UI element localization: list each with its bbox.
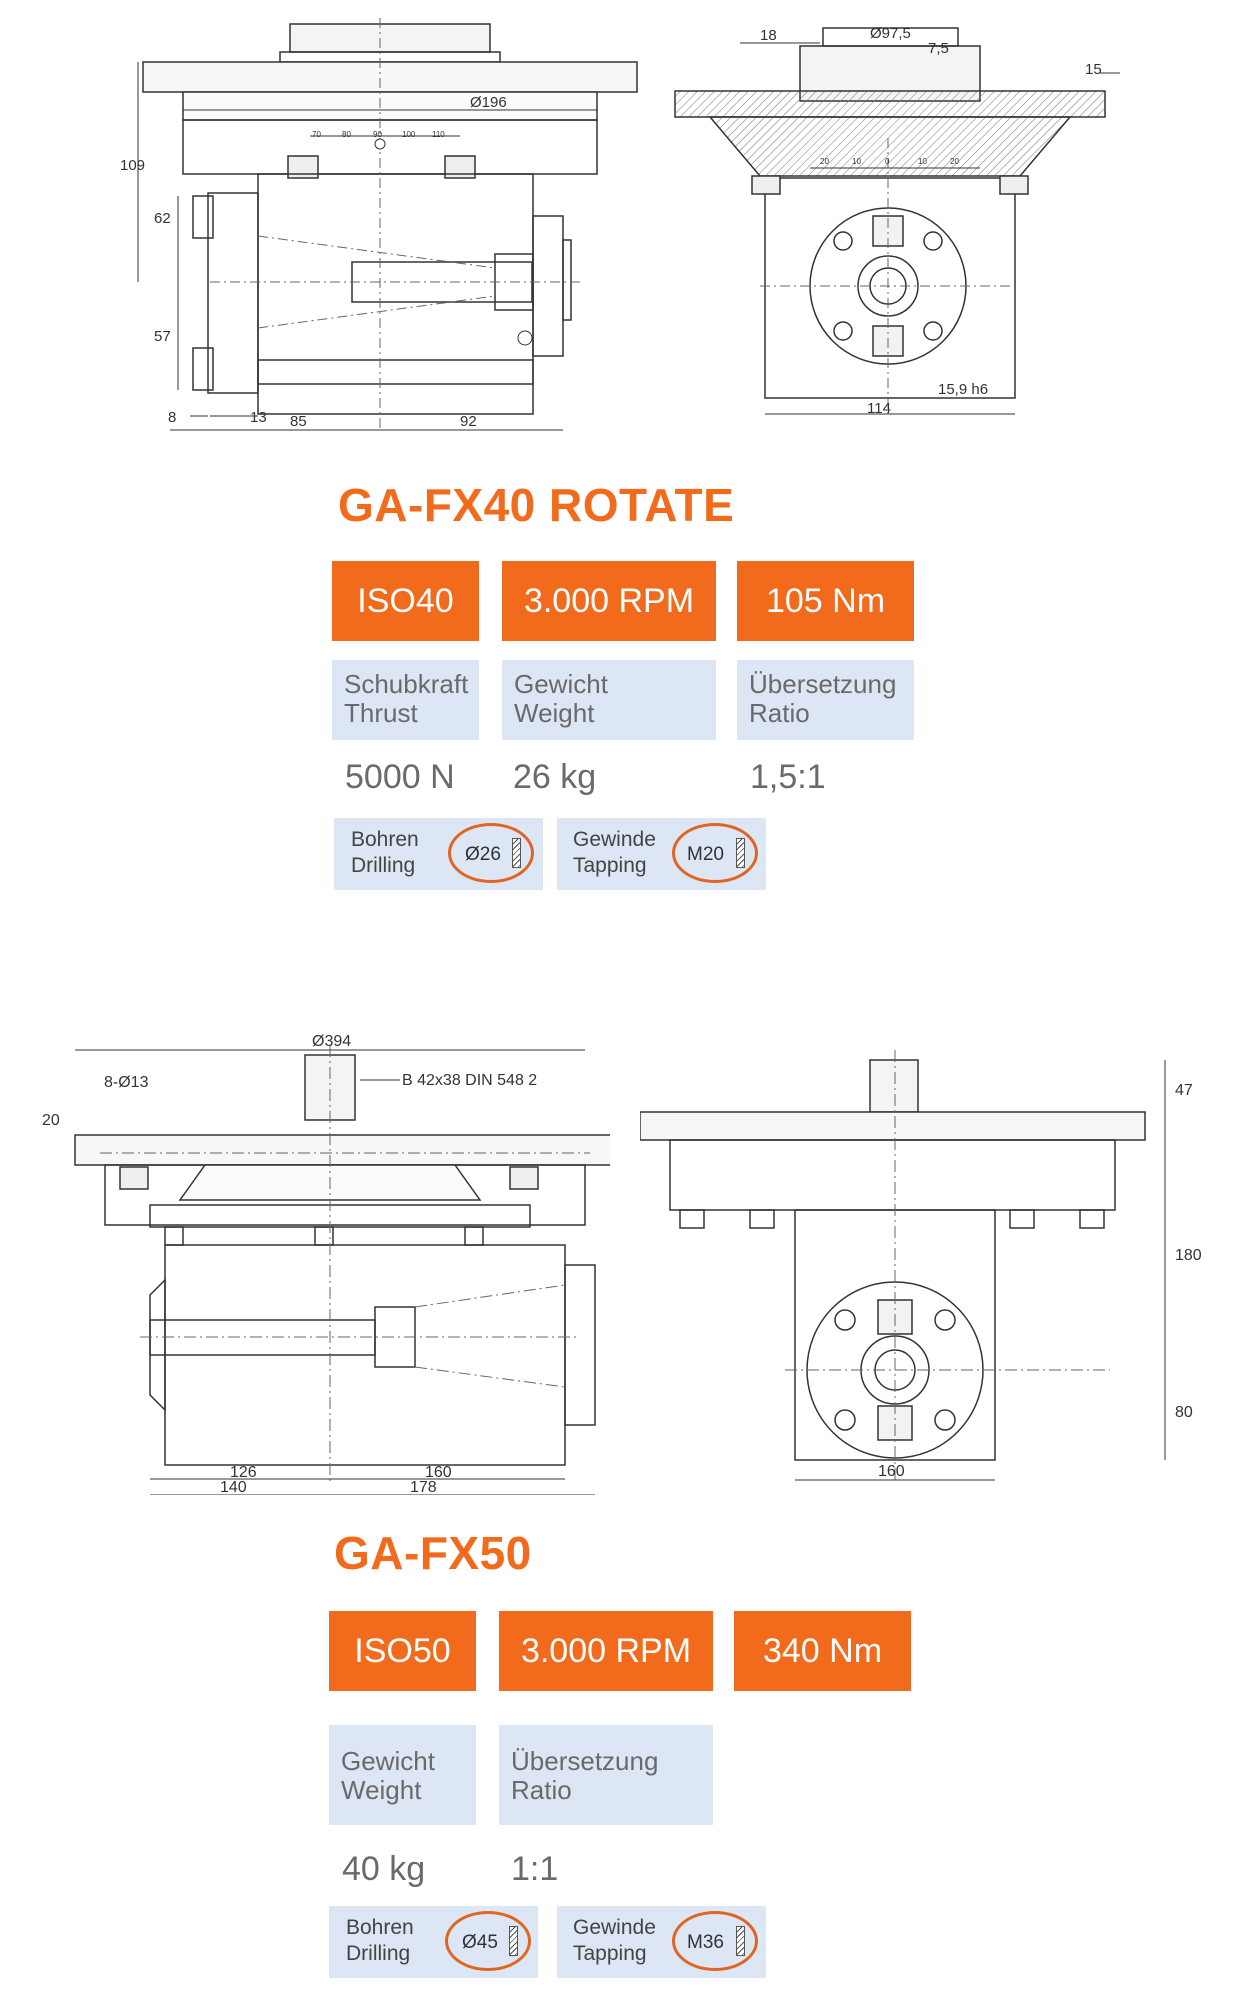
dim-57: 57 [154, 328, 171, 345]
fx40-label-weight [502, 660, 716, 740]
label-en: Thrust [344, 698, 418, 728]
scale-r10: 10 [918, 157, 927, 166]
tap-size: M20 [687, 844, 724, 865]
dim-109: 109 [120, 157, 146, 174]
fx50-title: GA-FX50 [334, 1527, 532, 1579]
dim-126: 126 [230, 1464, 257, 1481]
fx50-value-ratio: 1:1 [511, 1850, 559, 1888]
dim-15-9-h6: 15,9 h6 [938, 381, 989, 398]
dim-80: 80 [1175, 1404, 1193, 1421]
fx40-side-drawing [120, 18, 640, 448]
scale-l20: 20 [820, 157, 829, 166]
scale-0: 0 [885, 157, 890, 166]
fx50-front-drawing [640, 1050, 1220, 1500]
fx40-tool-tapping [557, 818, 766, 890]
fx40-spec-interface: ISO40 [332, 561, 479, 641]
label-en: Weight [341, 1775, 422, 1805]
scale-100: 100 [402, 130, 416, 139]
drilling-size-ring [445, 1911, 531, 1971]
drill-bit-icon [509, 1926, 518, 1956]
dim-85: 85 [290, 413, 307, 430]
fx40-value-weight: 26 kg [513, 758, 597, 796]
dim-d97-5: Ø97,5 [870, 25, 911, 42]
tool-en: Drilling [346, 1942, 411, 1965]
scale-r20: 20 [950, 157, 959, 166]
fx40-spec-torque: 105 Nm [737, 561, 914, 641]
fx50-spec-interface: ISO50 [329, 1611, 476, 1691]
dim-140: 140 [220, 1479, 247, 1495]
dim-92: 92 [460, 413, 477, 430]
scale-110: 110 [432, 130, 445, 139]
tap-icon [736, 1926, 745, 1956]
dim-47: 47 [1175, 1082, 1193, 1099]
dim-20: 20 [42, 1112, 60, 1129]
label-en: Weight [514, 698, 595, 728]
dim-8-d13: 8-Ø13 [104, 1074, 149, 1091]
dim-13: 13 [250, 409, 267, 426]
fx50-label-weight [329, 1725, 476, 1825]
fx40-title: GA-FX40 ROTATE [338, 479, 735, 531]
fx50-value-weight: 40 kg [342, 1850, 426, 1888]
tap-icon [736, 838, 745, 868]
drill-size: Ø45 [462, 1932, 498, 1953]
fx50-spec-torque: 340 Nm [734, 1611, 911, 1691]
dim-180: 180 [1175, 1247, 1202, 1264]
scale-l10: 10 [852, 157, 861, 166]
label-de: Schubkraft [344, 669, 469, 699]
fx40-label-thrust [332, 660, 479, 740]
tool-de: Bohren [346, 1916, 414, 1939]
drill-bit-icon [512, 838, 521, 868]
tool-en: Tapping [573, 854, 647, 877]
tap-size: M36 [687, 1932, 724, 1953]
scale-70: 70 [312, 130, 321, 139]
label-de: Gewicht [341, 1746, 435, 1776]
dim-178: 178 [410, 1479, 437, 1495]
dim-b42x38: B 42x38 DIN 548 2 [402, 1072, 538, 1089]
dim-62: 62 [154, 210, 171, 227]
fx50-tool-tapping [557, 1906, 766, 1978]
fx40-spec-rpm: 3.000 RPM [502, 561, 716, 641]
fx50-tool-drilling [329, 1906, 538, 1978]
dim-8: 8 [168, 409, 177, 426]
fx50-spec-rpm: 3.000 RPM [499, 1611, 713, 1691]
tool-de: Gewinde [573, 828, 656, 851]
dim-114: 114 [867, 400, 891, 417]
fx50-side-drawing [30, 1025, 610, 1495]
label-en: Ratio [511, 1775, 572, 1805]
fx50-label-ratio [499, 1725, 713, 1825]
tool-en: Drilling [351, 854, 416, 877]
label-de: Übersetzung [749, 669, 897, 699]
dim-160: 160 [425, 1464, 452, 1481]
fx40-label-ratio [737, 660, 914, 740]
tapping-size-ring [672, 1911, 758, 1971]
scale-90: 90 [373, 130, 382, 139]
label-en: Ratio [749, 698, 810, 728]
tapping-size-ring [672, 823, 758, 883]
label-de: Gewicht [514, 669, 608, 699]
label-de: Übersetzung [511, 1746, 659, 1776]
dim-160-front: 160 [878, 1463, 905, 1480]
drilling-size-ring [448, 823, 534, 883]
dim-18: 18 [760, 27, 777, 44]
fx40-value-thrust: 5000 N [345, 758, 455, 796]
fx40-value-ratio: 1,5:1 [750, 758, 826, 796]
tool-de: Bohren [351, 828, 419, 851]
tool-de: Gewinde [573, 1916, 656, 1939]
dim-7-5: 7,5 [928, 40, 949, 57]
fx40-front-drawing [660, 18, 1130, 438]
scale-80: 80 [342, 130, 351, 139]
dim-d196: Ø196 [470, 94, 507, 111]
tool-en: Tapping [573, 1942, 647, 1965]
fx40-tool-drilling [334, 818, 543, 890]
dim-15: 15 [1085, 61, 1102, 78]
dim-d394: Ø394 [312, 1033, 352, 1050]
drill-size: Ø26 [465, 844, 501, 865]
